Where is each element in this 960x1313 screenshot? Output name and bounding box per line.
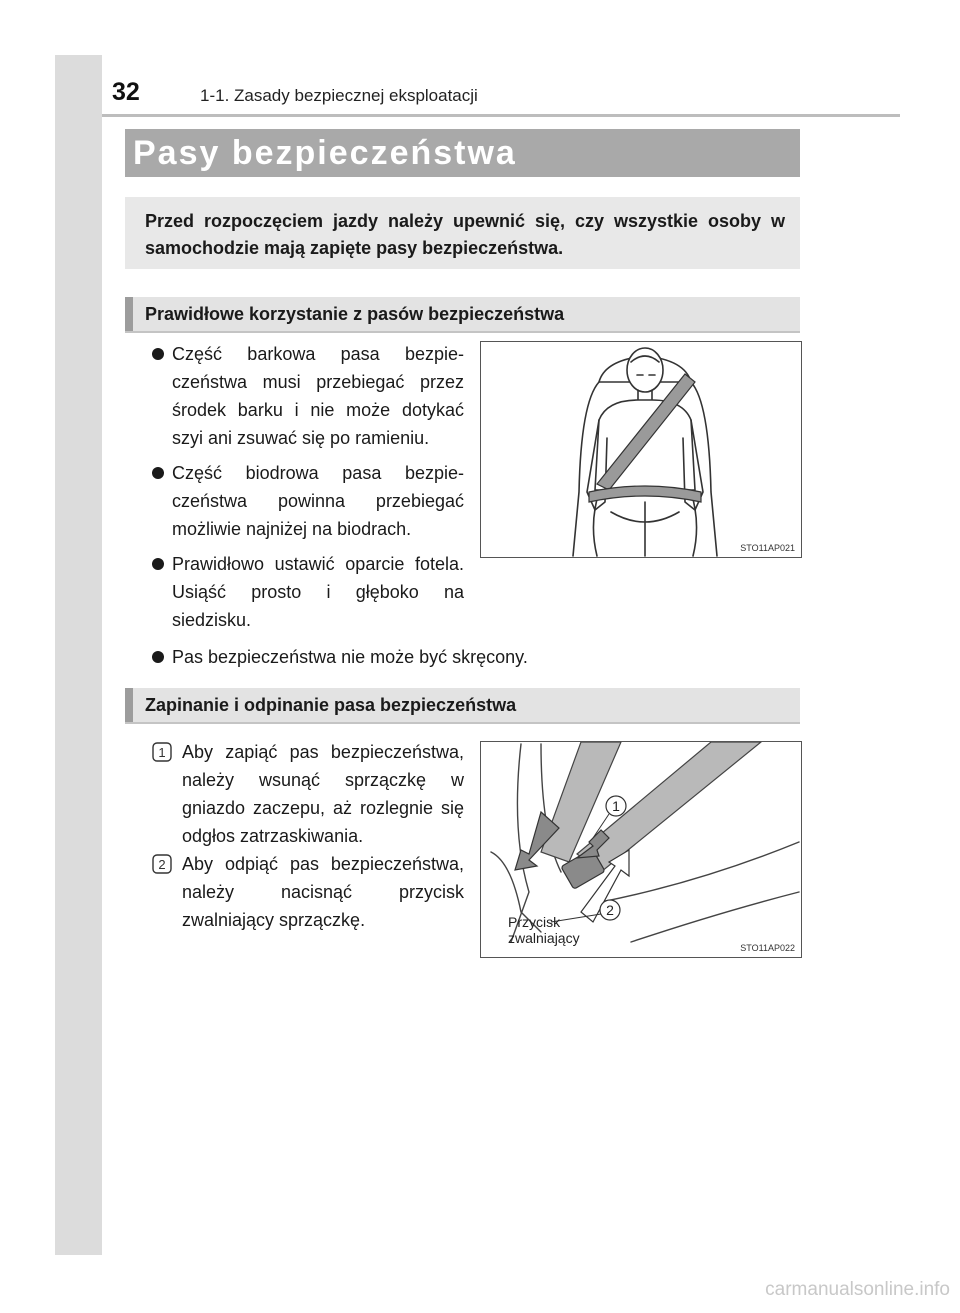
bullet-dot-icon [152, 651, 164, 663]
header-rule [102, 114, 900, 117]
bullet-item [152, 459, 464, 543]
bullet-dot-icon [152, 558, 164, 570]
step-item [152, 850, 464, 934]
step-text: Aby zapiąć pas bezpieczeństwa, należy wsunąć sprzączkę w gniazdo zaczepu, aż rozlegnie się odgłos zatrzaskiwania. [182, 742, 464, 846]
step-item [152, 738, 464, 850]
intro-box [125, 197, 800, 269]
bullet-text: Część biodrowa pasa bezpieczeństwa powinna przebiegać możliwie najniżej na biodrach. [172, 463, 464, 539]
bullet-dot-icon [152, 348, 164, 360]
step-text: Aby odpiąć pas bezpieczeństwa, należy nacisnąć przycisk zwalniający sprzączkę. [182, 854, 464, 930]
step-number-2-icon [152, 854, 172, 874]
section-path: 1-1. Zasady bezpiecznej eksploatacji [200, 86, 478, 105]
section-heading-text: Zapinanie i odpinanie pasa bezpieczeństwa [145, 695, 517, 715]
svg-text:2: 2 [158, 857, 166, 872]
bullet-text: Pas bezpieczeństwa nie może być skręcony. [172, 647, 528, 667]
figure-code: STO11AP022 [740, 943, 795, 953]
page-number: 32 [112, 78, 140, 106]
step-number-1-icon [152, 742, 172, 762]
page-title: Pasy bezpieczeństwa [133, 134, 517, 172]
seated-person-illustration [481, 342, 801, 557]
svg-text:1: 1 [158, 745, 166, 760]
heading-accent [125, 297, 133, 331]
bullet-item [152, 340, 464, 452]
figure-code: STO11AP021 [740, 543, 795, 553]
side-margin-band [55, 55, 102, 1255]
section-heading-buckling [125, 688, 800, 724]
release-button-label: Przycisk zwalniający [508, 914, 580, 946]
callout-1: 1 [612, 798, 620, 814]
figure-seated-person [480, 341, 802, 558]
bullet-text: Część barkowa pasa bezpieczeństwa musi przebiegać przez środek barku i nie może dotykać szyi ani zsuwać się po ramieniu. [172, 344, 464, 448]
section-heading-proper-use [125, 297, 800, 333]
bullet-item [152, 643, 792, 671]
callout-2: 2 [606, 902, 614, 918]
bullet-list [152, 340, 464, 641]
bullet-item [152, 550, 464, 634]
bullet-dot-icon [152, 467, 164, 479]
bullet-text: Prawidłowo ustawić oparcie fotela. Usiąść prosto i głęboko na siedzisku. [172, 554, 464, 630]
figure-buckle [480, 741, 802, 958]
title-bar [125, 129, 800, 177]
section-heading-text: Prawidłowe korzystanie z pasów bezpieczeństwa [145, 304, 565, 324]
intro-text: Przed rozpoczęciem jazdy należy upewnić się, czy wszystkie osoby w samochodzie mają zapięte pasy bezpieczeństwa. [145, 211, 785, 258]
heading-accent [125, 688, 133, 722]
footer-watermark: carmanualsonline.info [765, 1279, 950, 1300]
